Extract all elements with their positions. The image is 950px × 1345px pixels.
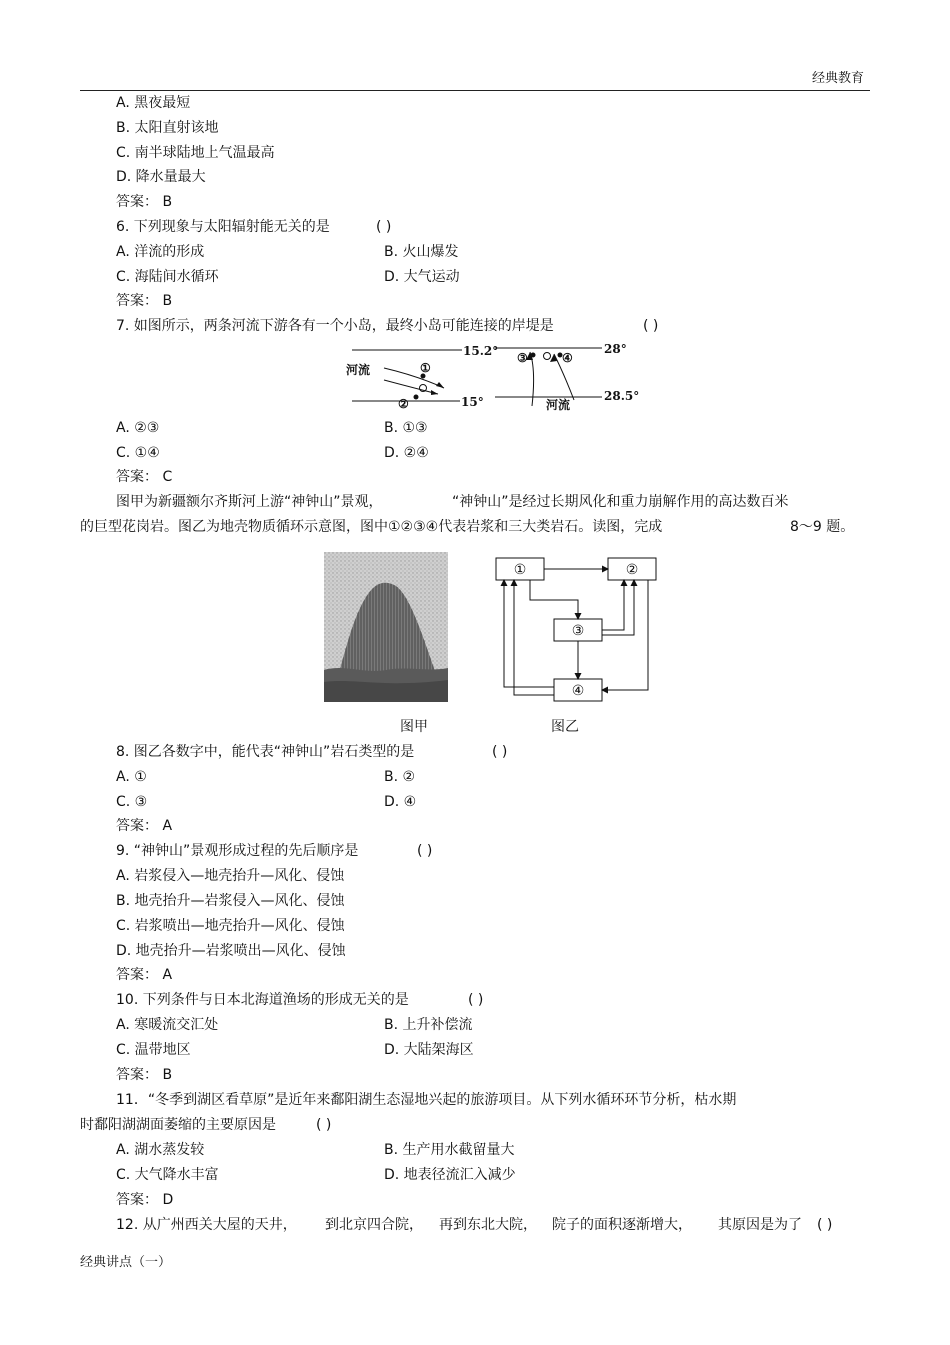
box-4-label: ④ — [571, 683, 585, 699]
passage-line2a: 的巨型花岗岩。图乙为地壳物质循环示意图，图中①②③④代表岩浆和三大类岩石。读图，完成 — [80, 519, 663, 535]
box-2-label: ② — [625, 562, 639, 578]
q7-option-c: C. ①④ — [116, 445, 160, 461]
q11-paren: ( ) — [316, 1117, 332, 1133]
q6-paren: ( ) — [376, 219, 392, 235]
q11-answer: 答案： D — [116, 1192, 174, 1208]
q8-option-c: C. ③ — [116, 794, 148, 810]
q11-option-b: B. 生产用水截留量大 — [384, 1142, 515, 1158]
q7-option-d: D. ②④ — [384, 445, 429, 461]
q8-paren: ( ) — [492, 744, 508, 760]
left-river-label: 河流 — [346, 363, 371, 377]
q9-option-b: B. 地壳抬升—岩浆侵入—风化、侵蚀 — [116, 893, 345, 909]
q10-option-d: D. 大陆架海区 — [384, 1042, 474, 1058]
q12-stem-seg1: 12. 从广州西关大屋的天井， — [116, 1217, 297, 1233]
q7-paren: ( ) — [643, 318, 659, 334]
q9-option-d: D. 地壳抬升—岩浆喷出—风化、侵蚀 — [116, 943, 346, 959]
q10-option-a: A. 寒暖流交汇处 — [116, 1017, 219, 1033]
right-top-latitude: 28° — [604, 342, 627, 356]
q5-option-a: A. 黑夜最短 — [116, 95, 191, 111]
q9-paren: ( ) — [417, 843, 433, 859]
q5-option-b: B. 太阳直射该地 — [116, 120, 219, 136]
q12-stem-seg2: 到北京四合院， — [325, 1217, 423, 1233]
q10-paren: ( ) — [468, 992, 484, 1008]
q10-option-b: B. 上升补偿流 — [384, 1017, 473, 1033]
left-bottom-latitude: 15° — [461, 395, 484, 409]
header-title: 经典教育 — [811, 71, 864, 86]
figure-jia-caption: 图甲 — [400, 719, 428, 735]
right-mark-4: ④ — [562, 351, 573, 365]
passage-line1b: “神钟山”是经过长期风化和重力崩解作用的高达数百米 — [452, 494, 789, 510]
q6-option-c: C. 海陆间水循环 — [116, 269, 219, 285]
q10-option-c: C. 温带地区 — [116, 1042, 191, 1058]
right-river-label: 河流 — [546, 398, 571, 412]
q9-stem: 9. “神钟山”景观形成过程的先后顺序是 — [116, 843, 359, 859]
q5-option-d: D. 降水量最大 — [116, 169, 206, 185]
q6-option-a: A. 洋流的形成 — [116, 244, 205, 260]
q10-stem: 10. 下列条件与日本北海道渔场的形成无关的是 — [116, 992, 409, 1008]
q12-paren: ( ) — [817, 1217, 833, 1233]
q6-stem: 6. 下列现象与太阳辐射能无关的是 — [116, 219, 330, 235]
q11-option-c: C. 大气降水丰富 — [116, 1167, 219, 1183]
q11-option-d: D. 地表径流汇入减少 — [384, 1167, 516, 1183]
q11-option-a: A. 湖水蒸发较 — [116, 1142, 205, 1158]
q12-stem-seg5: 其原因是为了 — [718, 1217, 802, 1233]
passage-line1a: 图甲为新疆额尔齐斯河上游“神钟山”景观， — [116, 494, 383, 510]
q9-answer: 答案： A — [116, 967, 173, 983]
q9-option-c: C. 岩浆喷出—地壳抬升—风化、侵蚀 — [116, 918, 345, 934]
right-mark-3: ③ — [517, 351, 528, 365]
q8-stem: 8. 图乙各数字中，能代表“神钟山”岩石类型的是 — [116, 744, 415, 760]
q11-stem-line1: 11．“冬季到湖区看草原”是近年来鄱阳湖生态湿地兴起的旅游项目。从下列水循环环节分析，枯水期 — [116, 1092, 737, 1108]
left-top-latitude: 15.2° — [463, 344, 499, 358]
figure-yi-caption: 图乙 — [551, 719, 579, 735]
river-island-figure — [340, 340, 640, 414]
q7-option-b: B. ①③ — [384, 420, 428, 436]
header-divider — [80, 90, 870, 91]
q5-answer: 答案： B — [116, 194, 173, 210]
q8-option-b: B. ② — [384, 769, 416, 785]
rock-cycle-diagram — [490, 552, 660, 704]
q9-option-a: A. 岩浆侵入—地壳抬升—风化、侵蚀 — [116, 868, 345, 884]
box-1-label: ① — [513, 562, 527, 578]
q10-answer: 答案： B — [116, 1067, 173, 1083]
left-mark-2: ② — [398, 397, 409, 411]
footer-text: 经典讲点（一） — [80, 1255, 172, 1270]
q8-answer: 答案： A — [116, 818, 173, 834]
q8-option-a: A. ① — [116, 769, 147, 785]
q8-option-d: D. ④ — [384, 794, 417, 810]
q11-stem-line2: 时鄱阳湖湖面萎缩的主要原因是 — [80, 1117, 276, 1133]
q7-answer: 答案： C — [116, 469, 173, 485]
q12-stem-seg3: 再到东北大院， — [439, 1217, 537, 1233]
q6-answer: 答案： B — [116, 293, 173, 309]
q12-stem-seg4: 院子的面积逐渐增大， — [552, 1217, 692, 1233]
q7-stem: 7. 如图所示，两条河流下游各有一个小岛，最终小岛可能连接的岸堤是 — [116, 318, 554, 334]
q6-option-b: B. 火山爆发 — [384, 244, 459, 260]
q5-option-c: C. 南半球陆地上气温最高 — [116, 145, 275, 161]
q6-option-d: D. 大气运动 — [384, 269, 460, 285]
shenzhongshan-photo — [324, 552, 448, 702]
box-3-label: ③ — [571, 623, 585, 639]
q7-option-a: A. ②③ — [116, 420, 160, 436]
passage-line2b: 8～9 题。 — [790, 519, 855, 535]
left-mark-1: ① — [420, 361, 431, 375]
right-bottom-latitude: 28.5° — [604, 389, 640, 403]
